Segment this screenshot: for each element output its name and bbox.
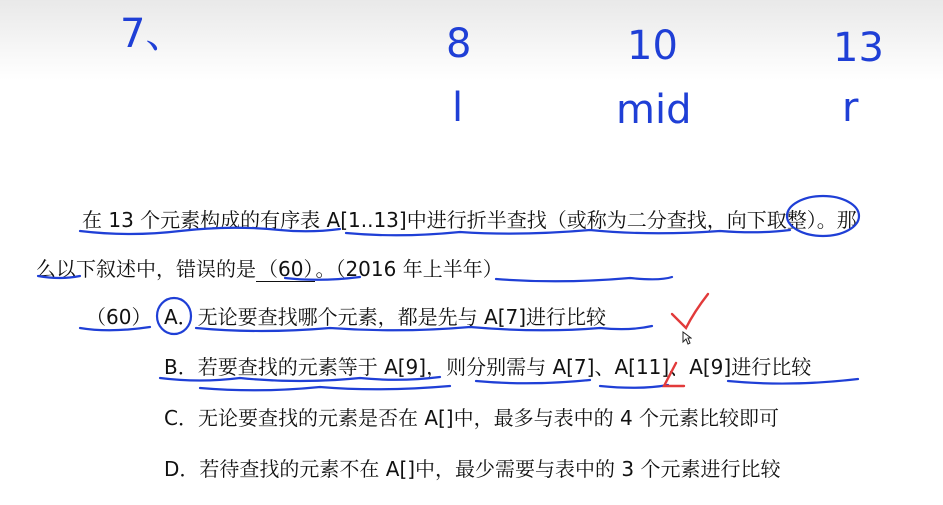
underline-opt-b-3 (476, 380, 590, 383)
question-part2: 。（2016 年上半年） (315, 257, 503, 281)
mouse-cursor-icon (682, 331, 692, 345)
handwritten-pointer-high: r (842, 85, 859, 131)
handwritten-index-10: 10 (627, 23, 678, 69)
option-d: D．若待查找的元素不在 A[]中，最少需要与表中的 3 个元素进行比较 (164, 457, 781, 481)
handwritten-pointer-mid: mid (616, 87, 692, 133)
option-a: A．无论要查找哪个元素，都是先与 A[7]进行比较 (164, 305, 607, 329)
underline-q-line2-b (285, 277, 360, 280)
answer-blank: （60） (258, 257, 314, 281)
underline-opt-b-1 (160, 377, 440, 381)
check-mark-icon (672, 294, 708, 328)
handwritten-index-13: 13 (833, 25, 884, 71)
circle-option-a (157, 298, 191, 334)
underline-opt-b-4 (728, 379, 858, 384)
handwritten-pointer-low: l (452, 85, 464, 131)
underline-q-line1-a (80, 228, 340, 234)
underline-opt-b-a (600, 385, 668, 388)
question-part1: 在 13 个元素构成的有序表 A[1..13]中进行折半查找（或称为二分查找，向下取整）。那么以下叙述中，错误的是 (36, 208, 857, 281)
underline-opt-num (80, 327, 150, 330)
underline-opt-a (196, 326, 652, 331)
option-b: B．若要查找的元素等于 A[9]，则分别需与 A[7]、A[11]、A[9]进行比较 (164, 355, 812, 379)
underline-q-line1-b (346, 230, 790, 235)
underline-opt-b-2 (200, 386, 450, 390)
option-c: C．无论要查找的元素是否在 A[]中，最多与表中的 4 个元素比较即可 (164, 406, 780, 430)
handwritten-note-7: 7、 (120, 11, 186, 57)
question-number: （60） (86, 305, 152, 329)
handwritten-index-8: 8 (446, 21, 472, 67)
underline-q-line2-a (38, 276, 80, 278)
underline-q-line2-c (496, 277, 672, 281)
circle-round-down (787, 196, 859, 236)
red-mark-opt-b (664, 363, 684, 386)
